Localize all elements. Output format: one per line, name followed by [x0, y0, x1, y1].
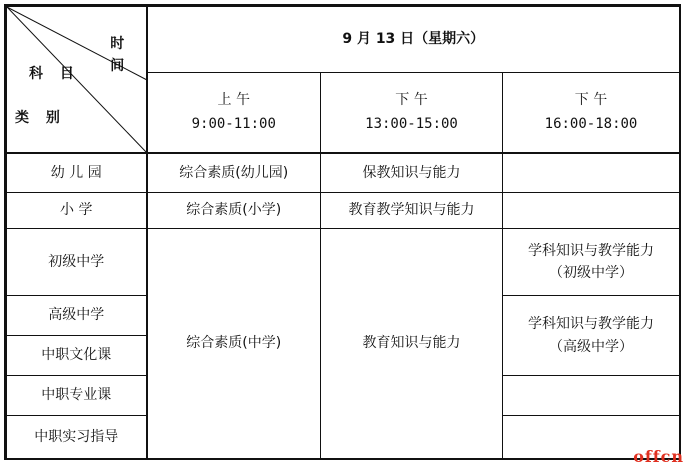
period-morning-time: 9:00-11:00	[191, 115, 276, 132]
cell-middle-afternoon: 教育知识与能力	[321, 229, 503, 459]
corner-label-category: 类 别	[15, 110, 66, 126]
row-label-vocational-major: 中职专业课	[7, 376, 147, 416]
period-afternoon-name: 下 午	[395, 92, 428, 109]
row-label-senior: 高级中学	[7, 296, 147, 336]
table-row	[7, 153, 680, 193]
cell-primary-late	[503, 193, 680, 229]
period-morning	[147, 73, 321, 153]
exam-date-header: 9 月 13 日（星期六）	[147, 7, 680, 73]
exam-schedule-frame	[4, 4, 681, 460]
cell-kg-morning: 综合素质(幼儿园)	[147, 153, 321, 193]
table-row	[7, 229, 680, 296]
cell-junior-late	[503, 229, 680, 296]
cell-junior-late-line1: 学科知识与教学能力	[528, 242, 654, 259]
period-late-afternoon	[503, 73, 680, 153]
cell-senior-late-line2: （高级中学）	[549, 338, 633, 355]
cell-senior-late	[503, 296, 680, 376]
cell-primary-afternoon: 教育教学知识与能力	[321, 193, 503, 229]
period-morning-name: 上 午	[217, 92, 250, 109]
table-row	[7, 193, 680, 229]
header-corner-cell	[7, 7, 147, 153]
row-label-vocational-guidance: 中职实习指导	[7, 416, 147, 459]
corner-label-subject: 科 目	[29, 66, 80, 82]
cell-kg-afternoon: 保教知识与能力	[321, 153, 503, 193]
cell-primary-morning: 综合素质(小学)	[147, 193, 321, 229]
period-afternoon	[321, 73, 503, 153]
cell-kg-late	[503, 153, 680, 193]
period-afternoon-time: 13:00-15:00	[365, 115, 458, 132]
row-label-junior: 初级中学	[7, 229, 147, 296]
cell-middle-morning: 综合素质(中学)	[147, 229, 321, 459]
row-label-primary: 小 学	[7, 193, 147, 229]
offcn-watermark: offcn	[633, 447, 684, 466]
row-label-vocational-culture: 中职文化课	[7, 336, 147, 376]
period-late-afternoon-name: 下 午	[574, 92, 608, 109]
cell-junior-late-line2: （初级中学）	[549, 265, 633, 281]
period-late-afternoon-time: 16:00-18:00	[544, 115, 638, 132]
cell-vocational-major-late	[503, 376, 680, 416]
row-label-kindergarten: 幼 儿 园	[7, 153, 147, 193]
exam-schedule-table	[6, 6, 680, 459]
cell-senior-late-line1: 学科知识与教学能力	[528, 316, 654, 333]
corner-label-time: 时 间	[110, 36, 131, 75]
